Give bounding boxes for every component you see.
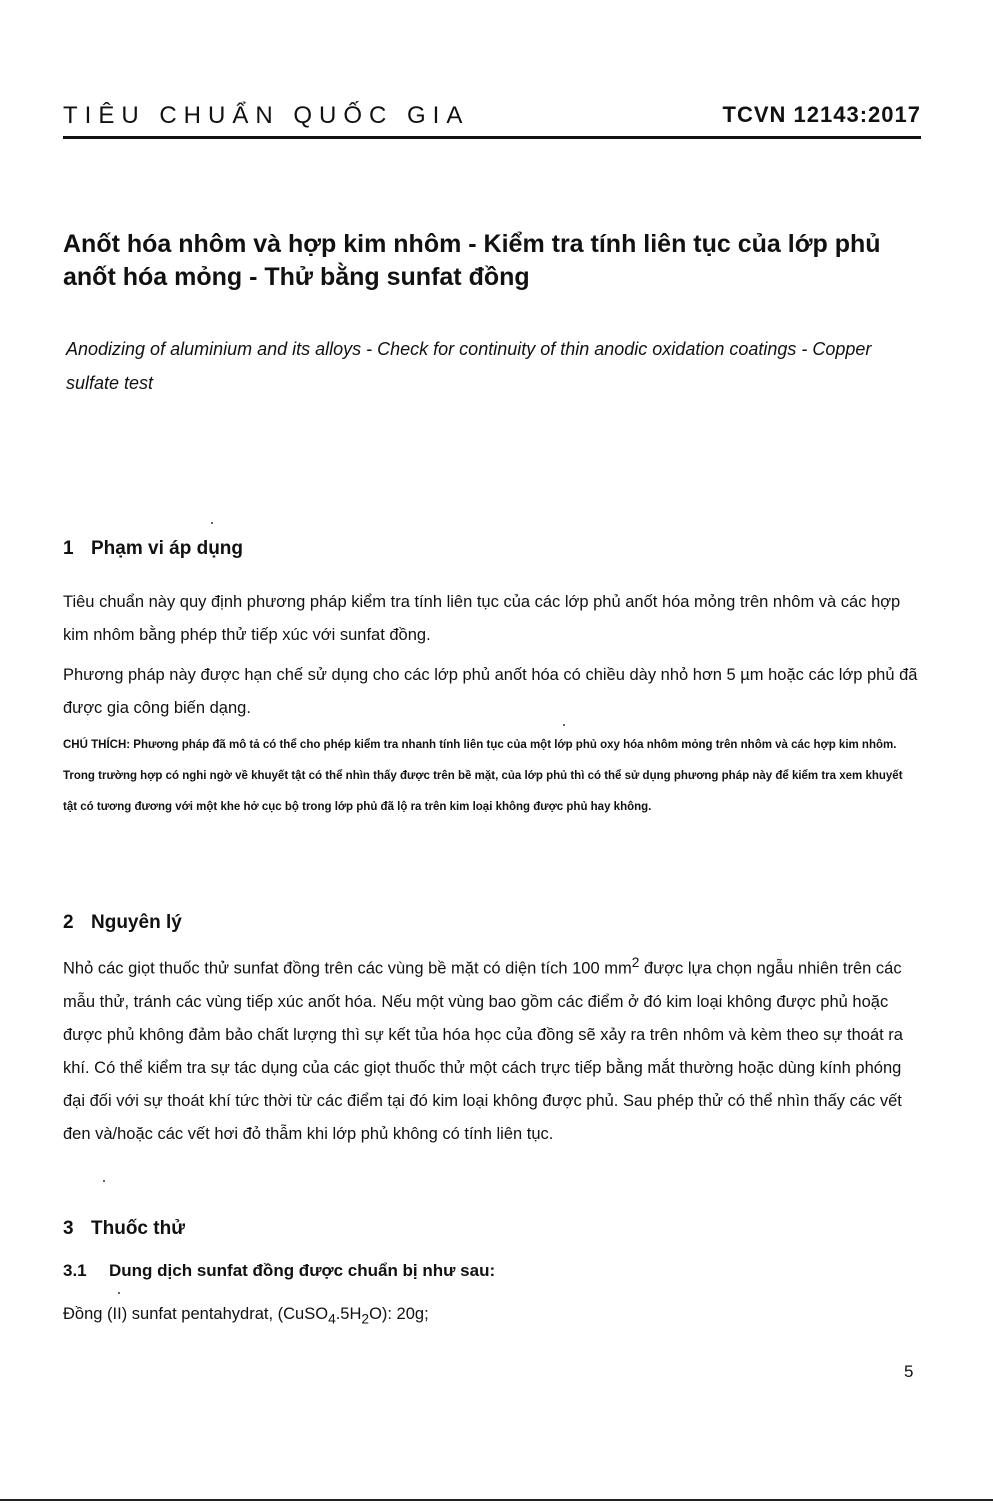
- section-title: Phạm vi áp dụng: [91, 538, 244, 559]
- formula-text: O): 20g;: [369, 1305, 429, 1323]
- section-title: Nguyên lý: [91, 912, 182, 933]
- subsection-number: 3.1: [63, 1261, 87, 1280]
- section-3-heading: [63, 1218, 185, 1240]
- document-title-vietnamese: Anốt hóa nhôm và hợp kim nhôm - Kiểm tra tính liên tục của lớp phủ anốt hóa mỏng - Thử bằng sunfat đồng: [63, 230, 881, 291]
- formula-text: Đồng (II) sunfat pentahydrat, (CuSO: [63, 1305, 329, 1323]
- formula-subscript: 4: [328, 1311, 336, 1327]
- section-2-heading: [63, 912, 182, 934]
- scan-speck: [103, 1180, 105, 1182]
- scan-speck: [563, 724, 565, 726]
- section-title: Thuốc thử: [91, 1218, 185, 1239]
- scan-edge-line: [0, 1499, 993, 1501]
- section-1-note: CHÚ THÍCH: Phương pháp đã mô tả có thể cho phép kiểm tra nhanh tính liên tục của một lớp phủ oxy hóa nhôm mỏng trên nhôm và các hợp kim nhôm. Trong trường hợp có nghi ngờ về khuyết tật có thể nhìn thấy được trên bề mặt, của lớp phủ thì có thể sử dụng phương pháp này để kiểm tra xem khuyết tật có tương đương với một khe hở cục bộ trong lớp phủ đã lộ ra trên kim loại không được phủ hay không.: [63, 739, 903, 813]
- section-number: 3: [63, 1218, 74, 1239]
- scan-speck: [118, 1292, 120, 1294]
- section-1-paragraph-1: Tiêu chuẩn này quy định phương pháp kiểm tra tính liên tục của các lớp phủ anốt hóa mỏng trên nhôm và các hợp kim nhôm bằng phép thử tiếp xúc với sunfat đồng.: [63, 593, 901, 644]
- formula-subscript: 2: [361, 1311, 370, 1327]
- subsection-3-1-heading: [63, 1261, 495, 1281]
- section-number: 2: [63, 912, 74, 933]
- page-header: [63, 100, 921, 139]
- formula-text: .5H: [335, 1305, 362, 1323]
- page-number: 5: [904, 1362, 914, 1381]
- section-number: 1: [63, 538, 74, 559]
- document-title-english: Anodizing of aluminium and its alloys - Check for continuity of thin anodic oxidation coatings - Copper sulfate test: [66, 339, 872, 393]
- section-1-heading: [63, 538, 243, 560]
- paragraph-text-start: Nhỏ các giọt thuốc thử sunfat đồng trên các vùng bề mặt có diện tích 100 mm: [63, 959, 632, 978]
- standard-code: TCVN 12143:2017: [722, 102, 921, 127]
- standard-type-label: TIÊU CHUẨN QUỐC GIA: [63, 102, 470, 129]
- scan-speck: [211, 522, 213, 524]
- section-2-paragraph: [63, 946, 919, 1151]
- superscript-exponent: 2: [631, 955, 640, 970]
- section-1-paragraph-2: Phương pháp này được hạn chế sử dụng cho các lớp phủ anốt hóa có chiều dày nhỏ hơn 5 µm hoặc các lớp phủ đã được gia công biến dạng.: [63, 666, 918, 717]
- paragraph-text-rest: được lựa chọn ngẫu nhiên trên các mẫu thử, tránh các vùng tiếp xúc anốt hóa. Nếu một vùng bao gồm các điểm ở đó kim loại không được phủ hoặc được phủ không đảm bảo chất lượng thì sự kết tủa hóa học của đồng sẽ xảy ra trên nhôm và kèm theo sự thoát ra khí. Có thể kiểm tra sự tác dụng của các giọt thuốc thử một cách trực tiếp bằng mắt thường hoặc dùng kính phóng đại đối với sự thoát khí tức thời từ các điểm tại đó kim loại không được phủ. Sau phép thử có thể nhìn thấy các vết đen và/hoặc các vết hơi đỏ thẫm khi lớp phủ không có tính liên tục.: [63, 959, 903, 1143]
- reagent-formula-line: [63, 1298, 919, 1335]
- subsection-title: Dung dịch sunfat đồng được chuẩn bị như sau:: [109, 1261, 496, 1280]
